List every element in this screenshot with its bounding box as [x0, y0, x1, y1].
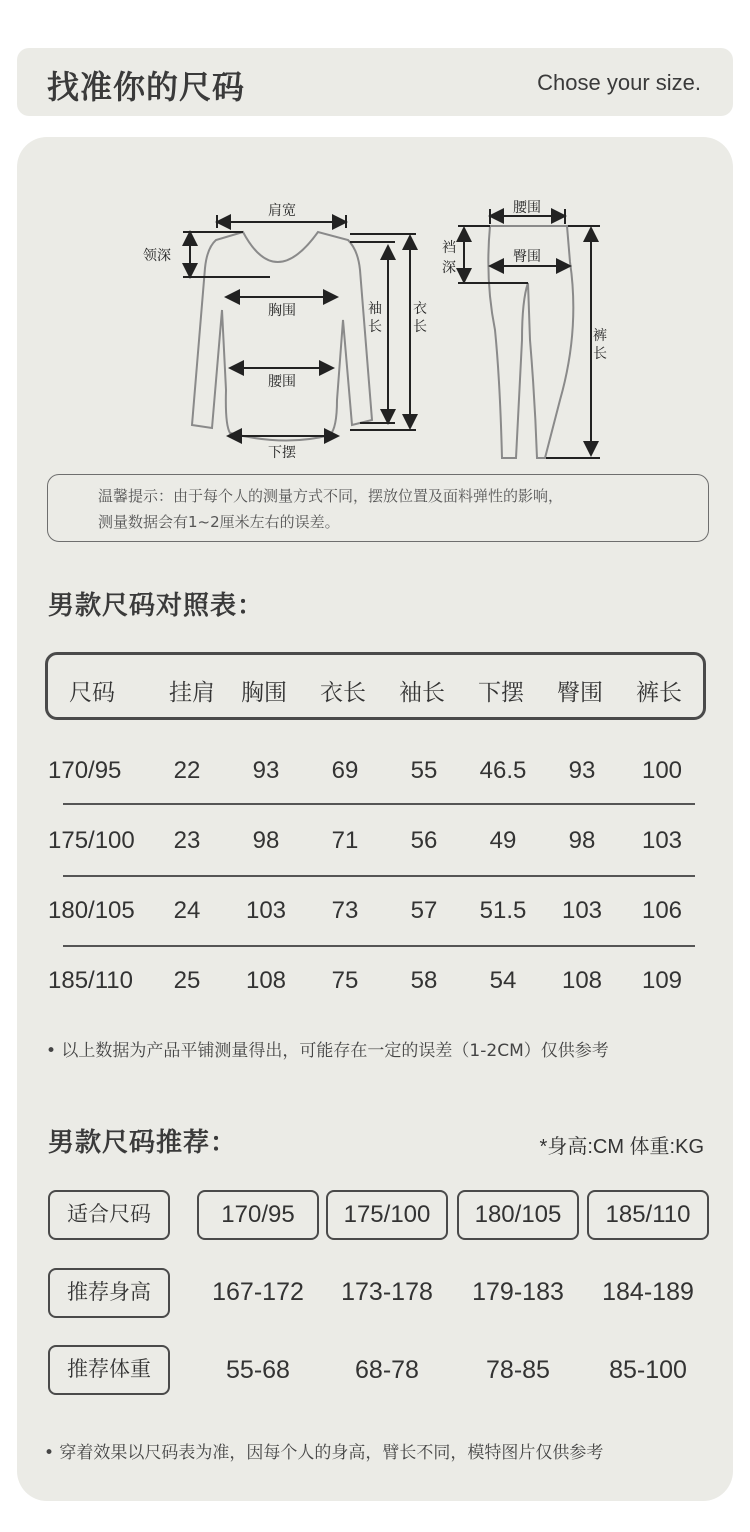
table-cell: 71 [331, 827, 359, 854]
size-table-note: • 以上数据为产品平铺测量得出，可能存在一定的误差（1-2CM）仅供参考 [46, 1041, 609, 1061]
row-divider [63, 803, 695, 805]
table-cell: 93 [252, 757, 280, 784]
table-cell: 103 [641, 827, 683, 854]
table-cell: 109 [641, 967, 683, 994]
table-cell: 75 [331, 967, 359, 994]
header-pants-length: 裤长 [636, 680, 682, 706]
header-sleeve: 袖长 [399, 680, 445, 706]
notice-line-2: 测量数据会有1~2厘米左右的误差。 [98, 513, 340, 531]
header-hem: 下摆 [478, 680, 524, 706]
label-rec-weight: 推荐体重 [48, 1345, 170, 1395]
row-divider [63, 945, 695, 947]
header-shoulder: 挂肩 [169, 680, 215, 706]
table-cell: 54 [489, 967, 517, 994]
table-cell: 108 [561, 967, 603, 994]
size-option-185: 185/110 [587, 1190, 709, 1240]
size-option-180: 180/105 [457, 1190, 579, 1240]
measurement-notice [47, 474, 709, 542]
label-sleeve-1: 袖 [368, 301, 382, 317]
size-option-175: 175/100 [326, 1190, 448, 1240]
table-cell: 175/100 [48, 827, 135, 854]
row-divider [63, 875, 695, 877]
recommend-note: • 穿着效果以尺码表为准，因每个人的身高，臂长不同，模特图片仅供参考 [44, 1443, 604, 1463]
table-cell: 51.5 [479, 897, 527, 924]
size-option-170: 170/95 [197, 1190, 319, 1240]
rec-weight-value: 78-85 [486, 1356, 550, 1384]
table-cell: 185/110 [48, 967, 133, 994]
table-cell: 49 [489, 827, 517, 854]
rec-weight-value: 85-100 [609, 1356, 687, 1384]
page-title: 找准你的尺码 [47, 68, 246, 106]
table-cell: 180/105 [48, 897, 135, 924]
header-hip: 臀围 [557, 680, 603, 706]
notice-line-1: 温馨提示：由于每个人的测量方式不同，摆放位置及面料弹性的影响， [98, 487, 564, 505]
label-pants-waist: 腰围 [513, 200, 541, 216]
label-shoulder: 肩宽 [268, 203, 296, 219]
rec-height-value: 179-183 [472, 1278, 564, 1306]
header-length: 衣长 [320, 680, 366, 706]
table-cell: 103 [561, 897, 603, 924]
table-cell: 98 [568, 827, 596, 854]
table-cell: 103 [245, 897, 287, 924]
label-crotch-2: 深 [442, 260, 456, 276]
rec-height-value: 167-172 [212, 1278, 304, 1306]
table-cell: 100 [641, 757, 683, 784]
size-table-title: 男款尺码对照表： [48, 591, 265, 621]
shirt-outline [192, 232, 372, 441]
table-cell: 22 [173, 757, 201, 784]
header-chest: 胸围 [241, 680, 287, 706]
page-subtitle: Chose your size. [537, 70, 701, 95]
table-cell: 69 [331, 757, 359, 784]
unit-note: *身高:CM 体重:KG [539, 1136, 704, 1158]
label-crotch-1: 裆 [442, 240, 456, 256]
label-length-2: 长 [413, 319, 427, 335]
label-waist: 腰围 [268, 374, 296, 390]
label-hem: 下摆 [268, 445, 296, 461]
label-chest: 胸围 [268, 303, 296, 319]
table-cell: 56 [410, 827, 438, 854]
rec-weight-value: 55-68 [226, 1356, 290, 1384]
table-cell: 58 [410, 967, 438, 994]
table-cell: 23 [173, 827, 201, 854]
table-cell: 170/95 [48, 757, 122, 784]
measurement-diagram [0, 0, 750, 470]
table-cell: 93 [568, 757, 596, 784]
table-cell: 24 [173, 897, 201, 924]
table-cell: 106 [641, 897, 683, 924]
label-hip: 臀围 [513, 249, 541, 265]
label-length-1: 衣 [413, 301, 427, 317]
header-size: 尺码 [69, 680, 115, 706]
rec-weight-value: 68-78 [355, 1356, 419, 1384]
label-fit-size: 适合尺码 [48, 1190, 170, 1240]
table-cell: 73 [331, 897, 359, 924]
table-cell: 55 [410, 757, 438, 784]
table-cell: 46.5 [479, 757, 527, 784]
label-neck-depth: 领深 [143, 248, 171, 264]
table-cell: 108 [245, 967, 287, 994]
label-sleeve-2: 长 [368, 319, 382, 335]
label-pants-length-1: 裤 [593, 328, 607, 344]
table-cell: 57 [410, 897, 438, 924]
label-pants-length-2: 长 [593, 346, 607, 362]
rec-height-value: 173-178 [341, 1278, 433, 1306]
table-cell: 25 [173, 967, 201, 994]
recommend-title: 男款尺码推荐： [48, 1128, 238, 1158]
table-cell: 98 [252, 827, 280, 854]
label-rec-height: 推荐身高 [48, 1268, 170, 1318]
rec-height-value: 184-189 [602, 1278, 694, 1306]
